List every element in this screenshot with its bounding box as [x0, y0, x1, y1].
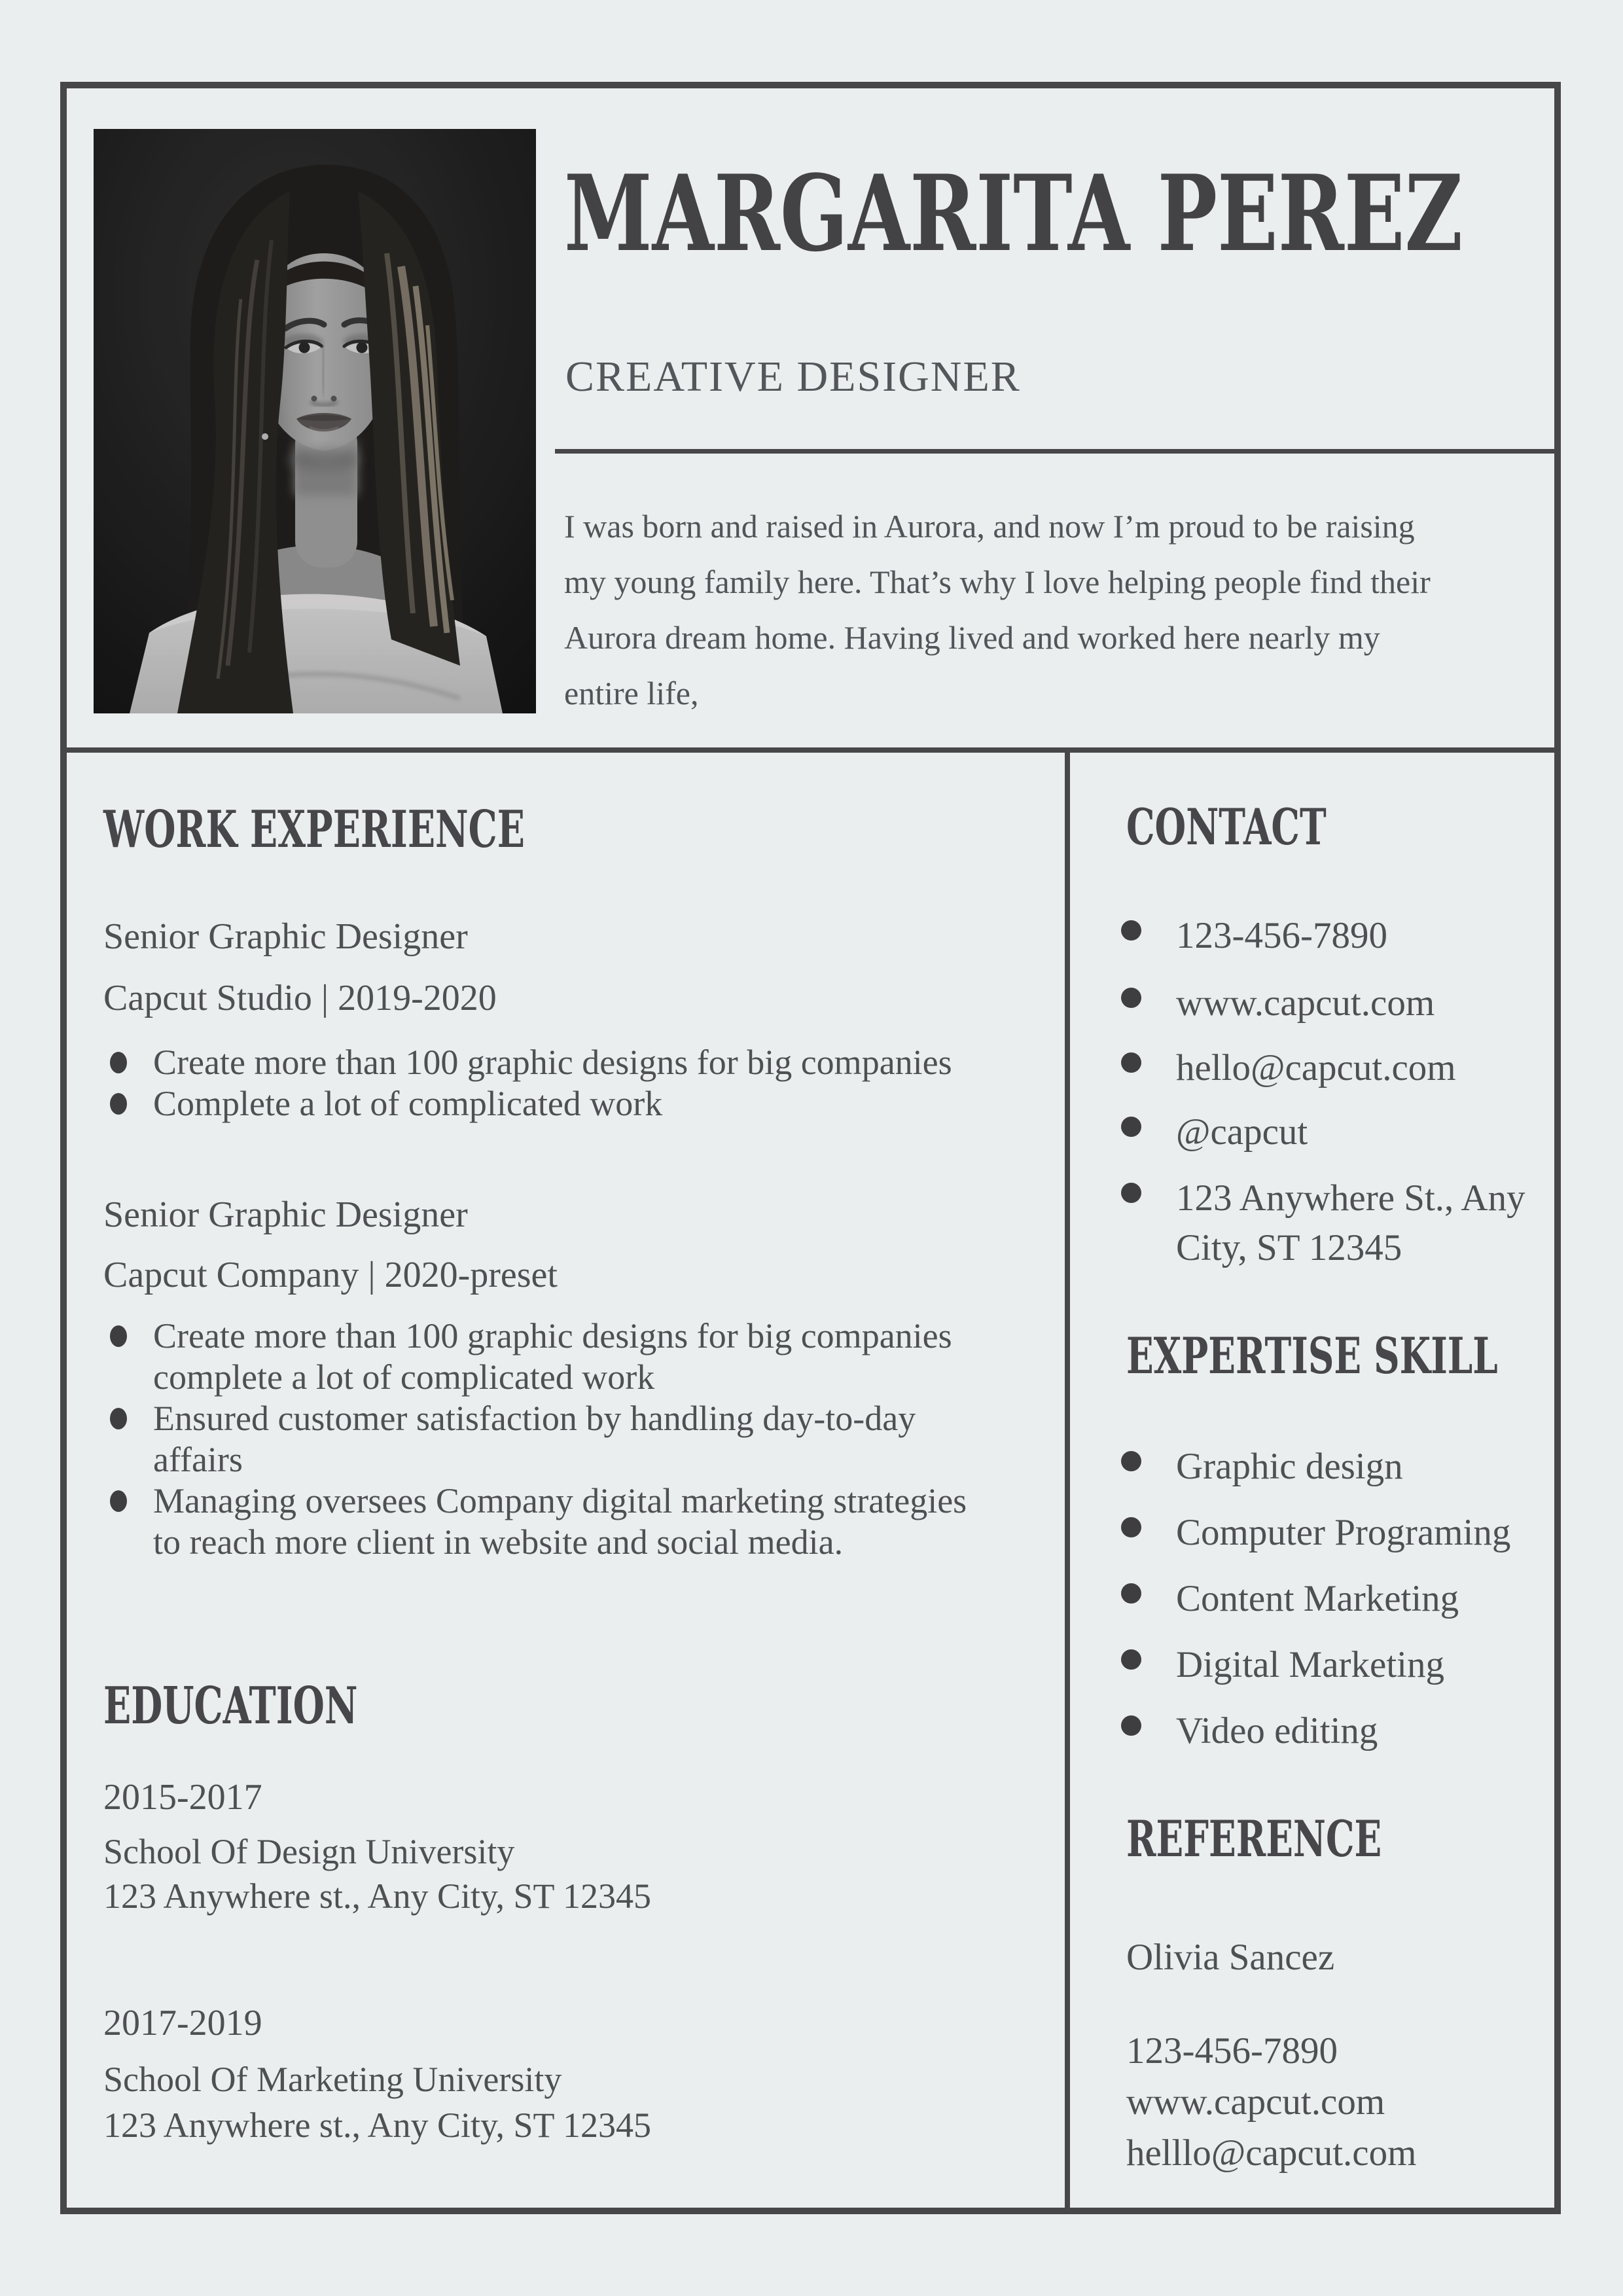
- contact-item: [1121, 1174, 1562, 1273]
- education-school: School Of Marketing University: [103, 2060, 562, 2099]
- bullet-dot-icon: [110, 1093, 127, 1115]
- expertise-skill-heading: EXPERTISE SKILL: [1126, 1327, 1498, 1385]
- job-company-line: Capcut Studio | 2019-2020: [103, 978, 497, 1018]
- education-entry: [103, 2056, 651, 2148]
- bullet-dot-icon: [110, 1408, 127, 1429]
- job-title: Senior Graphic Designer: [103, 916, 468, 957]
- skill-item: [1121, 1640, 1444, 1690]
- bullet-dot-icon: [110, 1325, 127, 1347]
- reference-heading: REFERENCE: [1126, 1810, 1382, 1868]
- contact-email: hello@capcut.com: [1176, 1047, 1456, 1088]
- education-entry: [103, 1829, 651, 1918]
- skill-text: Graphic design: [1176, 1446, 1403, 1487]
- job-bullet-text: Create more than 100 graphic designs for big companies: [153, 1043, 952, 1082]
- job-bullet-text: Complete a lot of complicated work: [153, 1084, 663, 1123]
- education-years: 2015-2017: [103, 1777, 262, 1818]
- role-underline: [555, 449, 1561, 454]
- reference-contact-block: [1126, 2026, 1416, 2179]
- job-bullet: [110, 1480, 991, 1563]
- contact-social: @capcut: [1176, 1111, 1308, 1153]
- contact-address: 123 Anywhere St., Any City, ST 12345: [1176, 1177, 1525, 1268]
- contact-item: [1121, 911, 1387, 961]
- column-divider-line: [1065, 747, 1070, 2208]
- contact-item: [1121, 978, 1435, 1028]
- work-experience-heading: WORK EXPERIENCE: [103, 800, 525, 859]
- job-title: Senior Graphic Designer: [103, 1194, 468, 1235]
- skill-text: Content Marketing: [1176, 1578, 1459, 1619]
- job-bullet-text: Ensured customer satisfaction by handling day-to-day affairs: [153, 1399, 916, 1479]
- bullet-dot-icon: [1121, 1052, 1141, 1073]
- bullet-dot-icon: [1121, 1649, 1141, 1670]
- education-address: 123 Anywhere st., Any City, ST 12345: [103, 1876, 652, 1916]
- job-company-line: Capcut Company | 2020-preset: [103, 1255, 558, 1295]
- bullet-dot-icon: [1121, 1451, 1141, 1471]
- bio-paragraph: [564, 499, 1559, 721]
- bullet-dot-icon: [1121, 988, 1141, 1008]
- profile-photo: [94, 129, 536, 713]
- reference-email: helllo@capcut.com: [1126, 2132, 1417, 2174]
- education-heading: EDUCATION: [103, 1676, 358, 1736]
- education-years: 2017-2019: [103, 2003, 262, 2043]
- bullet-dot-icon: [110, 1052, 127, 1073]
- reference-phone: 123-456-7890: [1126, 2030, 1338, 2072]
- job-bullet: [110, 1316, 991, 1398]
- contact-website: www.capcut.com: [1176, 982, 1435, 1024]
- job-bullet-list: [110, 1042, 991, 1124]
- skill-item: [1121, 1574, 1459, 1624]
- bullet-dot-icon: [1121, 1117, 1141, 1137]
- job-bullet: [110, 1398, 991, 1480]
- education-school: School Of Design University: [103, 1832, 515, 1871]
- bio-line: my young family here. That’s why I love helping people find their: [564, 564, 1431, 600]
- reference-name: Olivia Sancez: [1126, 1937, 1335, 1978]
- bio-line: Aurora dream home. Having lived and worked here nearly my: [564, 619, 1380, 656]
- bio-line: entire life,: [564, 675, 699, 711]
- education-address: 123 Anywhere st., Any City, ST 12345: [103, 2106, 652, 2145]
- bio-line: I was born and raised in Aurora, and now I’m proud to be raising: [564, 508, 1415, 545]
- bullet-dot-icon: [1121, 920, 1141, 941]
- bullet-dot-icon: [1121, 1715, 1141, 1736]
- skill-text: Video editing: [1176, 1710, 1378, 1751]
- contact-item: [1121, 1107, 1308, 1157]
- bullet-dot-icon: [1121, 1183, 1141, 1203]
- bullet-dot-icon: [110, 1490, 127, 1512]
- job-bullet: [110, 1083, 991, 1124]
- skill-text: Digital Marketing: [1176, 1644, 1444, 1685]
- job-bullet: [110, 1042, 991, 1083]
- person-name: MARGARITA PEREZ: [564, 152, 1463, 275]
- job-bullet-text: Managing oversees Company digital marketing strategies to reach more client in website and social media.: [153, 1481, 967, 1562]
- skill-item: [1121, 1442, 1403, 1492]
- header-divider-line: [63, 747, 1558, 753]
- contact-item: [1121, 1043, 1456, 1093]
- skill-text: Computer Programing: [1176, 1512, 1511, 1553]
- skill-item: [1121, 1706, 1378, 1756]
- bullet-dot-icon: [1121, 1583, 1141, 1604]
- skill-item: [1121, 1508, 1510, 1558]
- bullet-dot-icon: [1121, 1517, 1141, 1537]
- reference-website: www.capcut.com: [1126, 2081, 1385, 2123]
- job-bullet-list: [110, 1316, 991, 1563]
- contact-heading: CONTACT: [1126, 798, 1327, 856]
- person-role: CREATIVE DESIGNER: [565, 353, 1021, 401]
- job-bullet-text: Create more than 100 graphic designs for big companies complete a lot of complicated work: [153, 1316, 952, 1397]
- contact-phone: 123-456-7890: [1176, 915, 1387, 956]
